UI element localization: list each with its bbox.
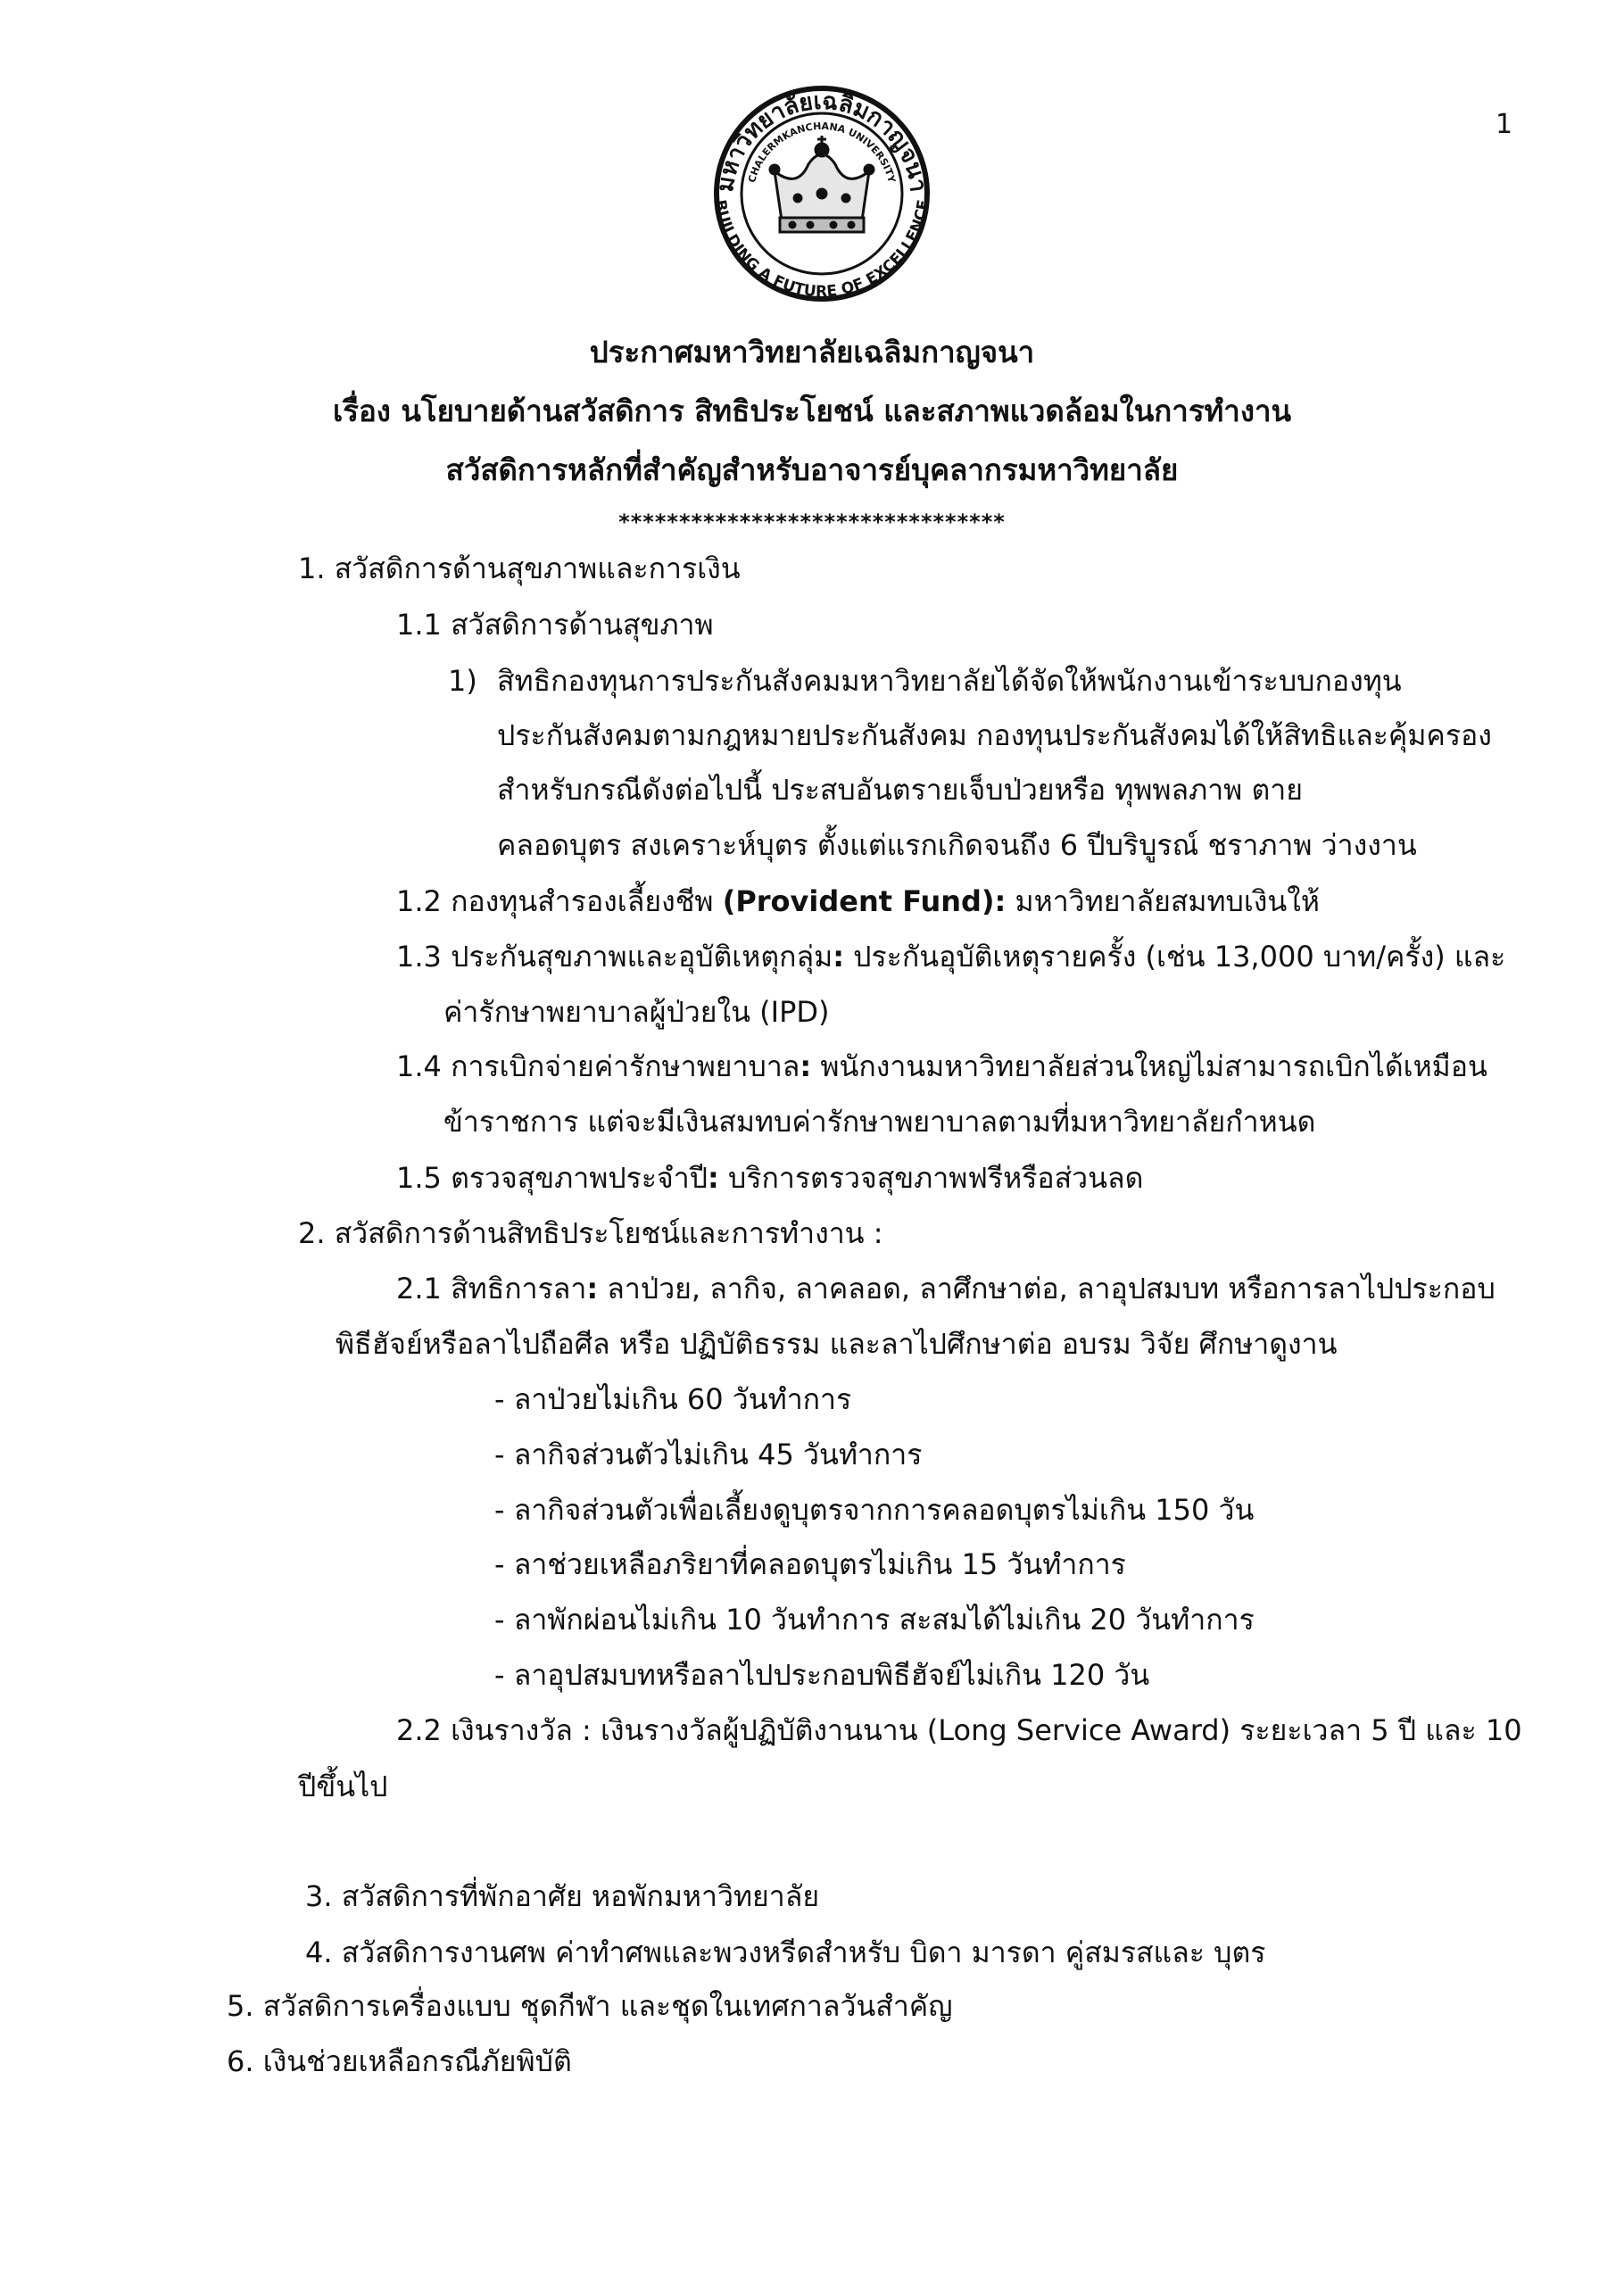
item-1-line-4: คลอดบุตร สงเคราะห์บุตร ตั้งแต่แรกเกิดจนถึง 6 ปีบริบูรณ์ ชราภาพ ว่างงาน (497, 828, 1417, 862)
section-1-1: 1.1 สวัสดิการด้านสุขภาพ (396, 608, 714, 642)
section-1-4: 1.4 การเบิกจ่ายค่ารักษาพยาบาล: พนักงานมหาวิทยาลัยส่วนใหญ่ไม่สามารถเบิกได้เหมือน (396, 1049, 1487, 1083)
logo-motto: BUILDING A FUTURE OF EXCELLENCE (710, 198, 933, 302)
section-2-1: 2.1 สิทธิการลา: ลาป่วย, ลากิจ, ลาคลอด, ลาศึกษาต่อ, ลาอุปสมบท หรือการลาไปประกอบ (396, 1272, 1496, 1305)
leave-item: - ลาพักผ่อนไม่เกิน 10 วันทำการ สะสมได้ไม่เกิน 20 วันทำการ (494, 1603, 1255, 1637)
logo-thai-text: มหาวิทยาลัยเฉลิมกาญจนา (712, 87, 932, 194)
heading-separator: ******************************** (618, 510, 1006, 535)
section-2-1-cont: พิธีฮัจย์หรือลาไปถือศีล หรือ ปฏิบัติธรรม และลาไปศึกษาต่อ อบรม วิจัย ศึกษาดูงาน (336, 1327, 1338, 1361)
announcement-heading (0, 323, 1624, 544)
leave-item: - ลาอุปสมบทหรือลาไปประกอบพิธีฮัจย์ไม่เกิน 120 วัน (494, 1658, 1150, 1692)
item-1-number: 1) (448, 664, 477, 698)
item-1-line-3: สำหรับกรณีดังต่อไปนี้ ประสบอันตรายเจ็บป่วยหรือ ทุพพลภาพ ตาย (497, 773, 1303, 807)
logo-english-name: CHALERMKANCHANA UNIVERSITY (746, 120, 898, 185)
section-3: 3. สวัสดิการที่พักอาศัย หอพักมหาวิทยาลัย (305, 1879, 820, 1913)
crown-emblem-icon (692, 64, 951, 323)
section-1-2: 1.2 กองทุนสำรองเลี้ยงชีพ (Provident Fund): มหาวิทยาลัยสมทบเงินให้ (396, 884, 1320, 918)
section-1-3-cont: ค่ารักษาพยาบาลผู้ป่วยใน (IPD) (443, 995, 830, 1029)
leave-item: - ลาช่วยเหลือภริยาที่คลอดบุตรไม่เกิน 15 วันทำการ (494, 1547, 1126, 1581)
section-1-title: 1. สวัสดิการด้านสุขภาพและการเงิน (298, 551, 741, 585)
page-number: 1 (1496, 109, 1513, 140)
section-4: 4. สวัสดิการงานศพ ค่าทำศพและพวงหรีดสำหรับ บิดา มารดา คู่สมรสและ บุตร (305, 1935, 1266, 1969)
heading-line-2: เรื่อง นโยบายด้านสวัสดิการ สิทธิประโยชน์ และสภาพแวดล้อมในการทำงาน (332, 394, 1292, 428)
section-5: 5. สวัสดิการเครื่องแบบ ชุดกีฬา และชุดในเทศกาลวันสำคัญ (227, 1989, 953, 2023)
leave-item: - ลากิจส่วนตัวไม่เกิน 45 วันทำการ (494, 1438, 923, 1471)
section-1-3: 1.3 ประกันสุขภาพและอุบัติเหตุกลุ่ม: ประกันอุบัติเหตุรายครั้ง (เช่น 13,000 บาท/ครั้ง) และ (396, 940, 1506, 974)
leave-item: - ลากิจส่วนตัวเพื่อเลี้ยงดูบุตรจากการคลอดบุตรไม่เกิน 150 วัน (494, 1493, 1255, 1527)
section-6: 6. เงินช่วยเหลือกรณีภัยพิบัติ (227, 2044, 572, 2078)
item-1-line-2: ประกันสังคมตามกฎหมายประกันสังคม กองทุนประกันสังคมได้ให้สิทธิและคุ้มครอง (497, 718, 1492, 752)
heading-line-1: ประกาศมหาวิทยาลัยเฉลิมกาญจนา (589, 335, 1035, 369)
item-1-line-1: สิทธิกองทุนการประกันสังคมมหาวิทยาลัยได้จัดให้พนักงานเข้าระบบกองทุน (497, 664, 1402, 698)
section-1-5: 1.5 ตรวจสุขภาพประจำปี: บริการตรวจสุขภาพฟรีหรือส่วนลด (396, 1161, 1144, 1195)
section-2-title: 2. สวัสดิการด้านสิทธิประโยชน์และการทำงาน : (298, 1216, 883, 1250)
section-2-2: 2.2 เงินรางวัล : เงินรางวัลผู้ปฏิบัติงานนาน (Long Service Award) ระยะเวลา 5 ปี และ 10 (396, 1713, 1522, 1747)
section-2-2-cont: ปีขึ้นไป (298, 1770, 388, 1803)
leave-item: - ลาป่วยไม่เกิน 60 วันทำการ (494, 1382, 852, 1416)
heading-line-3: สวัสดิการหลักที่สำคัญสำหรับอาจารย์บุคลากรมหาวิทยาลัย (445, 452, 1179, 487)
provident-fund-label: (Provident Fund): (722, 884, 1007, 918)
section-1-4-cont: ข้าราชการ แต่จะมีเงินสมทบค่ารักษาพยาบาลตามที่มหาวิทยาลัยกำหนด (443, 1105, 1316, 1139)
